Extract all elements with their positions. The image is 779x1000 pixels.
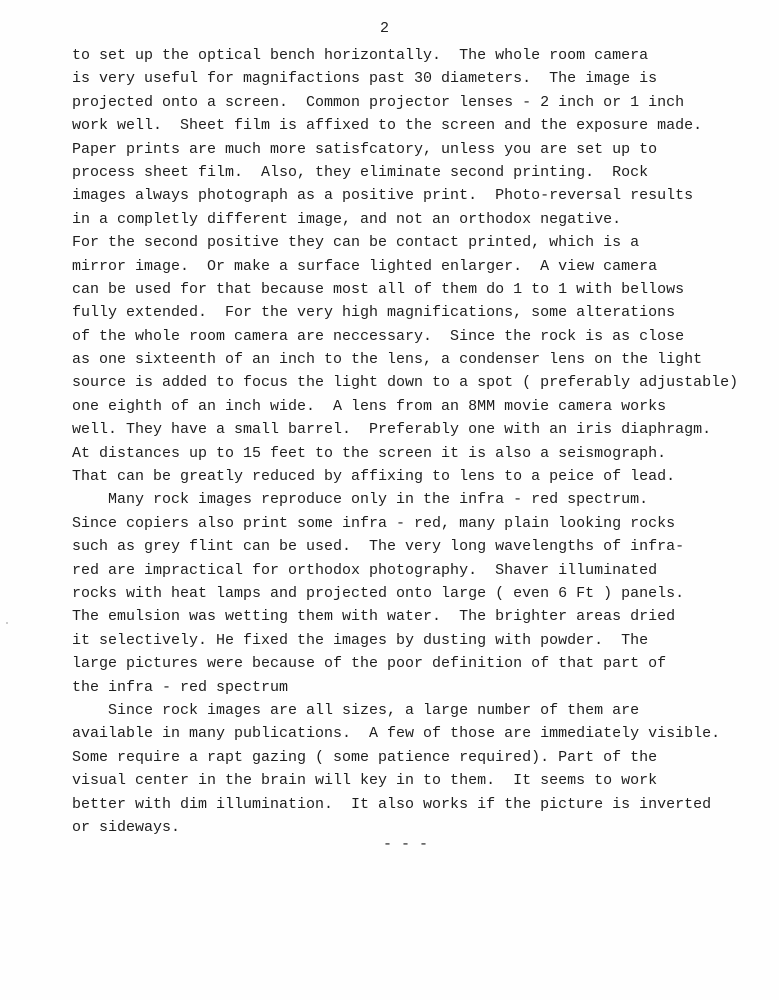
text-line: Since rock images are all sizes, a large number of them are — [72, 701, 640, 719]
text-line: is very useful for magnifactions past 30 diameters. The image is — [72, 70, 658, 88]
text-line: Paper prints are much more satisfcatory, unless you are set up to — [72, 140, 658, 158]
margin-speck — [6, 622, 8, 624]
text-line: For the second positive they can be contact printed, which is a — [72, 234, 640, 252]
text-line: source is added to focus the light down to a spot ( preferably adjustable) — [72, 374, 739, 392]
end-mark: - - - — [383, 836, 429, 853]
text-line: The emulsion was wetting them with water. The brighter areas dried — [72, 608, 676, 626]
text-line: in a completly different image, and not an orthodox negative. — [72, 210, 622, 228]
text-line: fully extended. For the very high magnifications, some alterations — [72, 304, 676, 322]
text-line: it selectively. He fixed the images by dusting with powder. The — [72, 631, 649, 649]
text-line: Since copiers also print some infra - red, many plain looking rocks — [72, 514, 676, 532]
text-line: process sheet film. Also, they eliminate second printing. Rock — [72, 163, 649, 181]
text-line: visual center in the brain will key in to them. It seems to work — [72, 772, 658, 790]
text-line: mirror image. Or make a surface lighted enlarger. A view camera — [72, 257, 658, 275]
text-line: better with dim illumination. It also works if the picture is inverted — [72, 795, 712, 813]
text-line: projected onto a screen. Common projector lenses - 2 inch or 1 inch — [72, 93, 685, 111]
text-line: one eighth of an inch wide. A lens from an 8MM movie camera works — [72, 397, 667, 415]
body-text — [72, 44, 777, 839]
text-line: That can be greatly reduced by affixing to lens to a peice of lead. — [72, 468, 676, 486]
text-line: the infra - red spectrum — [72, 678, 289, 696]
text-line: rocks with heat lamps and projected onto large ( even 6 Ft ) panels. — [72, 584, 685, 602]
text-line: as one sixteenth of an inch to the lens, a condenser lens on the light — [72, 351, 703, 369]
text-line: well. They have a small barrel. Preferably one with an iris diaphragm. — [72, 421, 712, 439]
text-line: large pictures were because of the poor definition of that part of — [72, 655, 667, 673]
page-number: 2 — [380, 20, 390, 37]
text-line: of the whole room camera are neccessary. Since the rock is as close — [72, 327, 685, 345]
text-line: work well. Sheet film is affixed to the screen and the exposure made. — [72, 117, 703, 135]
text-line: or sideways. — [72, 818, 181, 836]
text-line: such as grey flint can be used. The very long wavelengths of infra- — [72, 538, 685, 556]
text-line: to set up the optical bench horizontally. The whole room camera — [72, 47, 649, 64]
text-line: Many rock images reproduce only in the infra - red spectrum. — [72, 491, 649, 509]
text-line: Some require a rapt gazing ( some patience required). Part of the — [72, 748, 658, 766]
text-line: can be used for that because most all of them do 1 to 1 with bellows — [72, 280, 685, 298]
text-line: red are impractical for orthodox photography. Shaver illuminated — [72, 561, 658, 579]
text-line: available in many publications. A few of those are immediately visible. — [72, 725, 721, 743]
text-line: At distances up to 15 feet to the screen it is also a seismograph. — [72, 444, 667, 462]
text-line: images always photograph as a positive print. Photo-reversal results — [72, 187, 694, 205]
